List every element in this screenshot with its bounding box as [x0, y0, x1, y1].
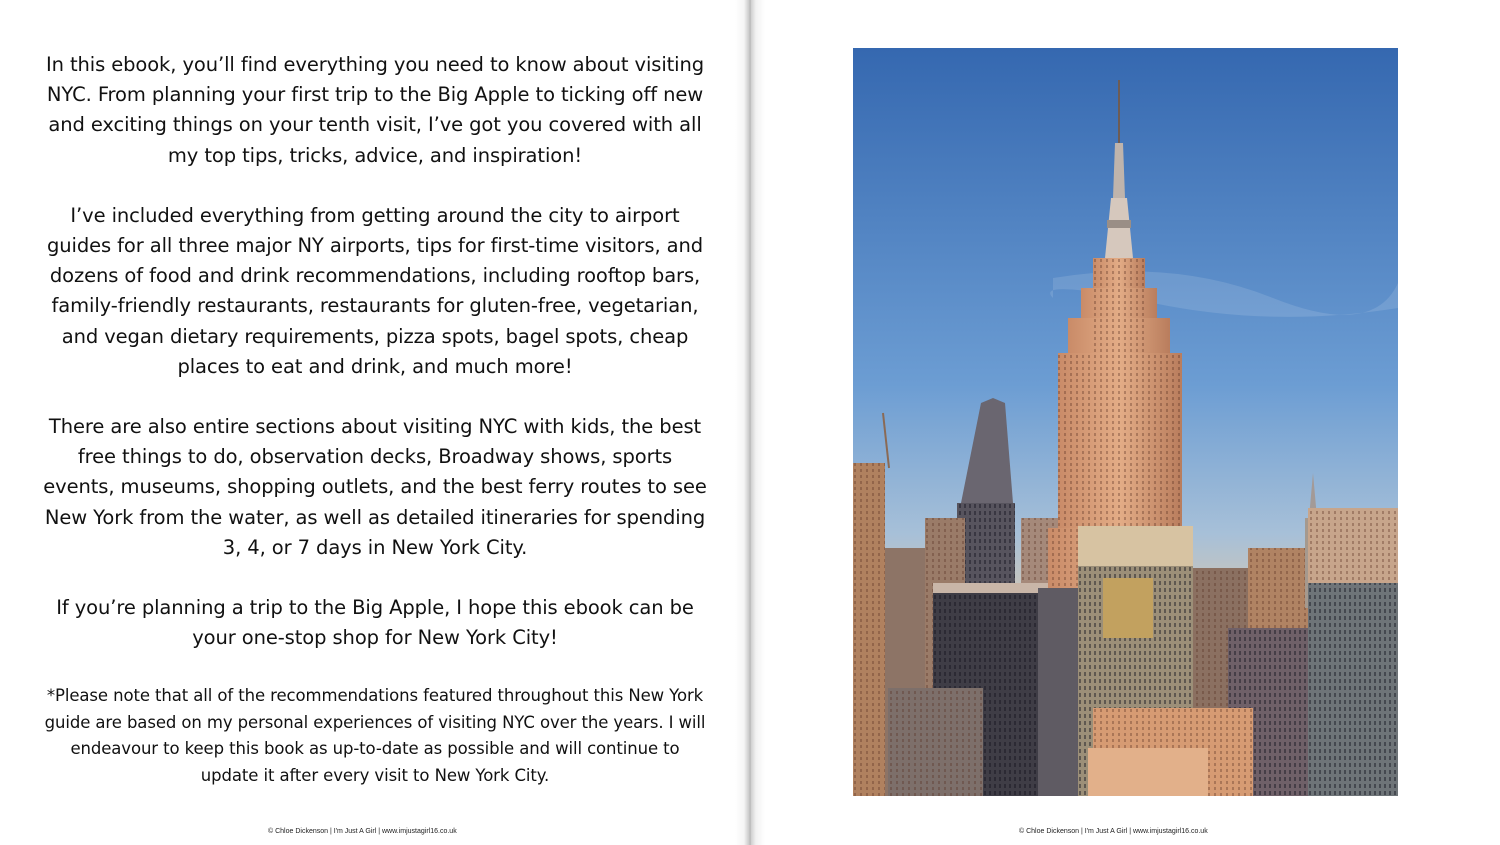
intro-paragraph-3: There are also entire sections about visiting NYC with kids, the best free things to do, observation decks, Broadway shows, sports events, museums, shopping outlets, and the best ferry routes to see New York from the water, as well as detailed itineraries for spending 3, 4, or 7 days in New York City. [43, 415, 707, 559]
left-page [0, 0, 745, 845]
right-page-footer: © Chloe Dickenson | I'm Just A Girl | www.imjustagirl16.co.uk [1019, 828, 1208, 835]
intro-paragraph-1: In this ebook, you’ll find everything you need to know about visiting NYC. From planning your first trip to the Big Apple to ticking off new and exciting things on your tenth visit, I’ve got you covered with all my top tips, tricks, advice, and inspiration! [45, 53, 705, 167]
left-page-footer: © Chloe Dickenson | I'm Just A Girl | www.imjustagirl16.co.uk [268, 828, 457, 835]
right-page [755, 0, 1500, 845]
intro-paragraph-4: If you’re planning a trip to the Big Apple, I hope this ebook can be your one-stop shop for New York City! [56, 596, 694, 650]
intro-paragraph-2: I’ve included everything from getting around the city to airport guides for all three major NY airports, tips for first-time visitors, and dozens of food and drink recommendations, including rooftop bars, family-friendly restaurants, restaurants for gluten-free, vegetarian, and vegan dietary requirements, pizza spots, bagel spots, cheap places to eat and drink, and much more! [46, 203, 704, 378]
disclaimer-note: *Please note that all of the recommendations featured throughout this New York guide are based on my personal experiences of visiting NYC over the years. I will endeavour to keep this book as up-to-date as possible and will continue to update it after every visit to New York City. [44, 686, 706, 785]
book-gutter-shadow [735, 0, 765, 845]
intro-text-block [40, 50, 710, 789]
empire-state-building-photo [853, 48, 1398, 796]
